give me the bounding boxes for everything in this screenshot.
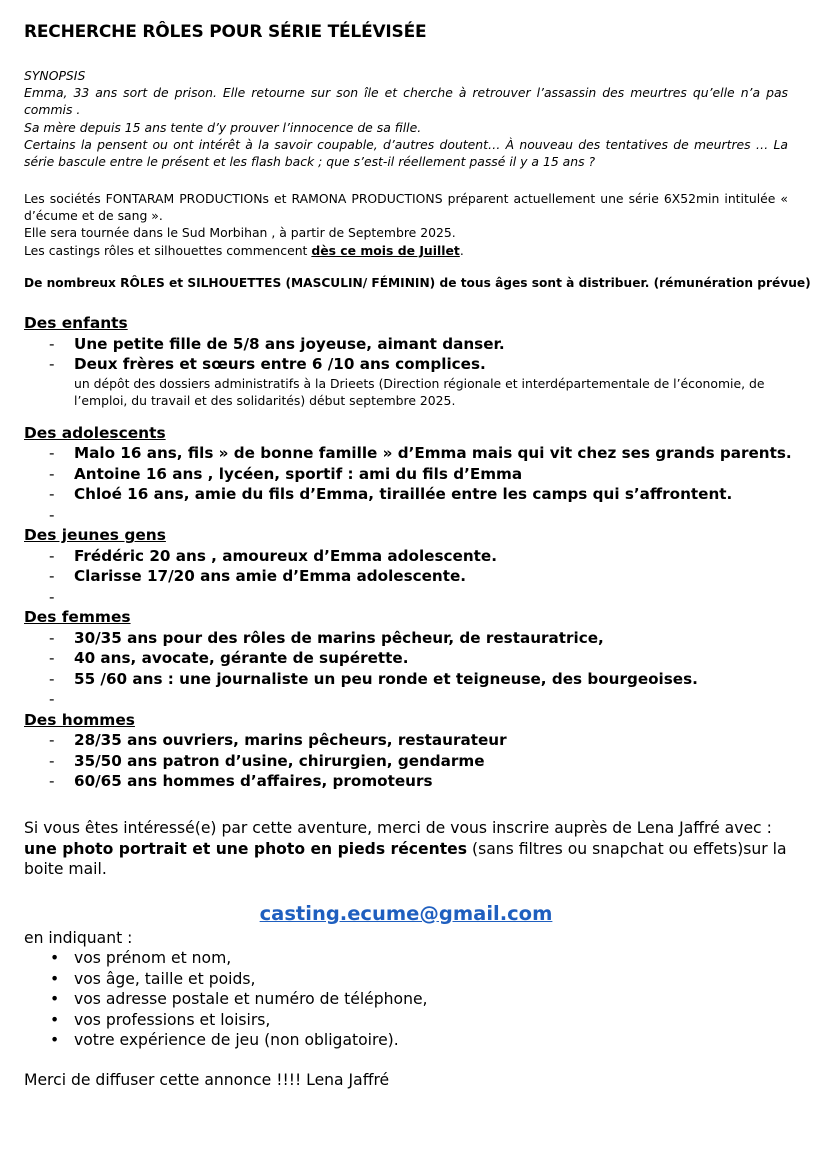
- list-item: - Chloé 16 ans, amie du fils d’Emma, tiraillée entre les camps qui s’affrontent.: [49, 485, 733, 504]
- list-item: • vos âge, taille et poids,: [50, 969, 256, 988]
- synopsis-line: Emma, 33 ans sort de prison. Elle retourne sur son île et cherche à retrouver l’assassin des meurtres qu’elle n’a pas commis .: [24, 85, 788, 118]
- list-item: • votre expérience de jeu (non obligatoire).: [50, 1031, 399, 1049]
- bullet-icon: •: [50, 990, 60, 1008]
- bullet-icon: •: [50, 969, 60, 988]
- production-line: [24, 242, 788, 259]
- list-item: • vos adresse postale et numéro de téléphone,: [50, 990, 428, 1008]
- document-title: RECHERCHE RÔLES POUR SÉRIE TÉLÉVISÉE: [24, 22, 427, 42]
- synopsis-block: [24, 67, 788, 170]
- photo-requirement: une photo portrait et une photo en pieds récentes: [24, 839, 468, 858]
- section-title-jeunes-gens: Des jeunes gens: [24, 526, 166, 545]
- synopsis-line: Certains la pensent ou ont intérêt à la savoir coupable, d’autres doutent… À nouveau des tentatives de meurtres … La série bascule entre le présent et les flash back ; que s’est-il réellement passé il y a 15 ans ?: [24, 136, 788, 170]
- photo-requirement-detail: (sans filtres ou snapchat ou effets)sur la boite mail.: [24, 839, 787, 878]
- list-item: - 30/35 ans pour des rôles de marins pêcheur, de restauratrice,: [49, 628, 604, 647]
- synopsis-heading: SYNOPSIS: [24, 68, 86, 83]
- closing-line: Merci de diffuser cette annonce !!!! Lena Jaffré: [24, 1071, 390, 1089]
- bullet-icon: •: [50, 949, 60, 967]
- production-line: Elle sera tournée dans le Sud Morbihan , à partir de Septembre 2025.: [24, 225, 456, 241]
- section-title-adolescents: Des adolescents: [24, 423, 166, 442]
- section-title-enfants: Des enfants: [24, 314, 128, 332]
- list-item-empty: -: [49, 505, 55, 524]
- info-bullet-list: [24, 948, 788, 1051]
- list-item-empty: -: [49, 587, 55, 606]
- roles-intro: De nombreux RÔLES et SILHOUETTES (MASCULIN/ FÉMININ) de tous âges sont à distribuer. (rémunération prévue): [24, 276, 811, 290]
- list-item: - 60/65 ans hommes d’affaires, promoteurs: [49, 772, 433, 791]
- bullet-icon: •: [50, 1031, 60, 1049]
- bullet-icon: •: [50, 1010, 60, 1029]
- casting-start-date: dès ce mois de Juillet: [311, 242, 460, 258]
- roles-sections: [24, 313, 804, 792]
- list-item: - 55 /60 ans : une journaliste un peu ronde et teigneuse, des bourgeoises.: [49, 669, 698, 688]
- list-item: - 35/50 ans patron d’usine, chirurgien, gendarme: [49, 751, 485, 770]
- production-line: Les sociétés FONTARAM PRODUCTIONs et RAMONA PRODUCTIONS préparent actuellement une série 6X52min intitulée « d’écume et de sang ».: [24, 191, 788, 224]
- list-item: - Clarisse 17/20 ans amie d’Emma adolescente.: [49, 567, 467, 586]
- list-item: - Une petite fille de 5/8 ans joyeuse, aimant danser.: [49, 334, 505, 353]
- email-link[interactable]: casting.ecume@gmail.com: [259, 902, 553, 925]
- list-item: • vos professions et loisirs,: [50, 1010, 271, 1029]
- production-block: [24, 190, 788, 259]
- list-item: • vos prénom et nom,: [50, 949, 232, 967]
- list-item: - Antoine 16 ans , lycéen, sportif : ami du fils d’Emma: [49, 464, 523, 483]
- en-indiquant-label: en indiquant :: [24, 929, 133, 947]
- list-item: - Malo 16 ans, fils » de bonne famille » d’Emma mais qui vit chez ses grands parents.: [49, 444, 792, 463]
- contact-line: Si vous êtes intéressé(e) par cette aventure, merci de vous inscrire auprès de Lena Jaffré avec :: [24, 819, 772, 837]
- enfants-note: un dépôt des dossiers administratifs à la Drieets (Direction régionale et interdépartementale de l’économie, de l’emploi, du travail et des solidarités) début septembre 2025.: [74, 375, 765, 408]
- list-item: - 40 ans, avocate, gérante de supérette.: [49, 649, 409, 668]
- production-line-text: Les castings rôles et silhouettes commencent: [24, 242, 312, 258]
- section-title-femmes: Des femmes: [24, 608, 131, 627]
- list-item: - Deux frères et sœurs entre 6 /10 ans complices.: [49, 355, 486, 373]
- synopsis-line: Sa mère depuis 15 ans tente d’y prouver l’innocence de sa fille.: [24, 119, 422, 135]
- list-item: - Frédéric 20 ans , amoureux d’Emma adolescente.: [49, 546, 497, 565]
- production-line-suffix: .: [459, 242, 464, 258]
- list-item-empty: -: [49, 690, 55, 709]
- contact-paragraph: [24, 818, 788, 880]
- list-item: - 28/35 ans ouvriers, marins pêcheurs, restaurateur: [49, 731, 507, 750]
- section-title-hommes: Des hommes: [24, 710, 135, 729]
